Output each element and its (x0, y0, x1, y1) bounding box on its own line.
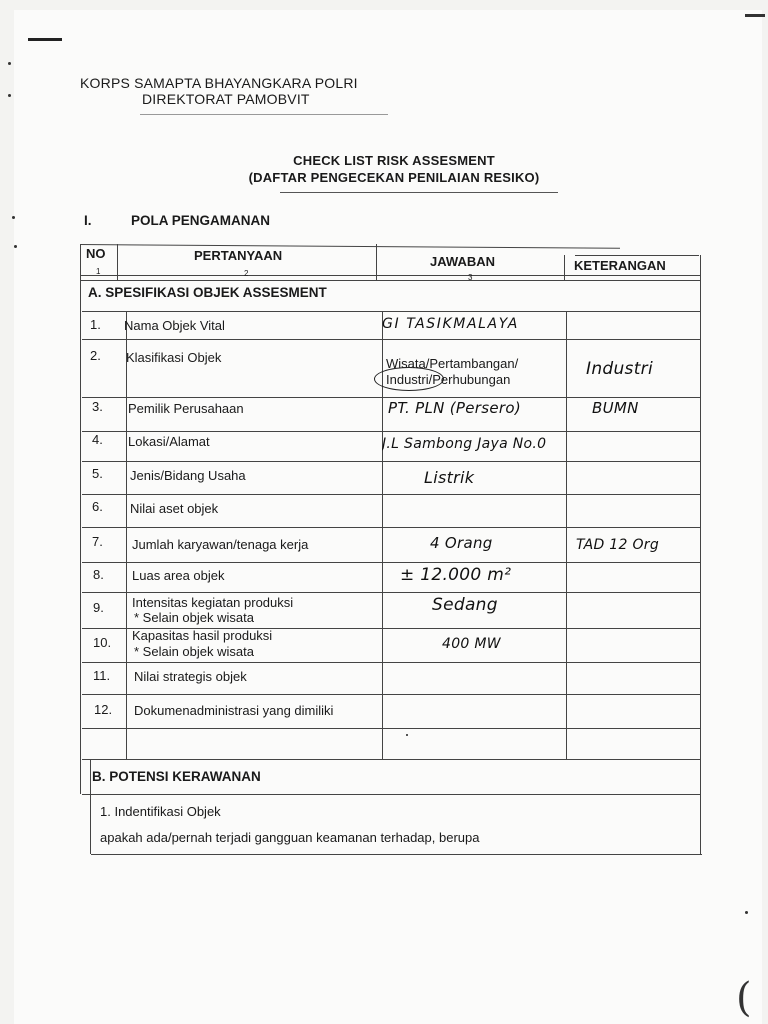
row-12-question: Dokumenadministrasi yang dimiliki (134, 703, 334, 718)
row-7-answer: 4 Orang (430, 534, 493, 552)
row-2-no: 2. (90, 348, 101, 363)
directorate-name: DIREKTORAT PAMOBVIT (142, 91, 310, 107)
document-title (226, 152, 562, 186)
title-line-1: CHECK LIST RISK ASSESMENT (293, 153, 495, 168)
page-corner-mark: ( (736, 975, 752, 1021)
org-name: KORPS SAMAPTA BHAYANGKARA POLRI (80, 75, 358, 91)
scan-mark (28, 38, 62, 41)
row-10-question: Kapasitas hasil produksi (132, 628, 273, 643)
title-line-2: (DAFTAR PENGECEKAN PENILAIAN RESIKO) (248, 170, 540, 185)
row-5-answer: Listrik (424, 468, 475, 487)
row-4-answer: J.L Sambong Jaya No.0 (382, 437, 547, 452)
column-number-3: 3 (468, 273, 473, 282)
scan-dot (14, 245, 17, 248)
row-2-answer-option: Industri/Perhubungan (386, 372, 511, 387)
row-11-question: Nilai strategis objek (134, 669, 247, 684)
row-6-no: 6. (92, 499, 103, 514)
row-7-no: 7. (92, 534, 103, 549)
row-8-question: Luas area objek (132, 568, 225, 583)
row-9-answer: Sedang (432, 595, 498, 615)
checklist-table (80, 244, 702, 854)
section-b-title: B. POTENSI KERAWANAN (92, 769, 261, 784)
row-7-question: Jumlah karyawan/tenaga kerja (132, 537, 309, 552)
row-1-no: 1. (90, 317, 101, 332)
scan-dot (745, 911, 748, 914)
row-1-answer: GI TASIKMALAYA (382, 316, 519, 332)
column-header-no: NO (86, 246, 106, 261)
row-9-no: 9. (93, 600, 104, 615)
title-rule (280, 192, 558, 193)
row-5-no: 5. (92, 466, 103, 481)
row-9-question: Intensitas kegiatan produksi (132, 595, 294, 610)
section-number: I. (84, 213, 92, 228)
row-10-answer: 400 MW (442, 636, 501, 652)
row-6-question: Nilai aset objek (130, 501, 219, 516)
section-a-title: A. SPESIFIKASI OBJEK ASSESMENT (88, 285, 327, 300)
row-2-answer: Wisata/Pertambangan/ (386, 356, 519, 371)
row-1-question: Nama Objek Vital (124, 318, 225, 333)
section-b-question: apakah ada/pernah terjadi gangguan keamanan terhadap, berupa (100, 830, 480, 845)
row-10-question-note: * Selain objek wisata (134, 644, 254, 659)
section-title: POLA PENGAMANAN (131, 213, 271, 228)
row-4-no: 4. (92, 432, 103, 447)
row-4-question: Lokasi/Alamat (128, 434, 210, 449)
row-5-question: Jenis/Bidang Usaha (130, 468, 246, 483)
row-8-no: 8. (93, 567, 104, 582)
column-number-1: 1 (96, 267, 101, 276)
stray-mark (406, 734, 408, 736)
row-3-answer: PT. PLN (Persero) (388, 399, 521, 417)
scan-dot (12, 216, 15, 219)
scan-dot (8, 62, 11, 65)
row-2-note: Industri (586, 359, 653, 379)
row-7-note: TAD 12 Org (576, 537, 660, 553)
column-header-pertanyaan: PERTANYAAN (194, 248, 283, 263)
column-number-2: 2 (244, 269, 249, 278)
row-9-question-note: * Selain objek wisata (134, 610, 254, 625)
column-header-keterangan: KETERANGAN (574, 258, 666, 273)
row-3-question: Pemilik Perusahaan (128, 401, 244, 416)
document-header (80, 75, 358, 107)
row-11-no: 11. (93, 668, 111, 683)
row-3-note: BUMN (592, 399, 639, 417)
scan-dot (8, 94, 11, 97)
row-2-question: Klasifikasi Objek (126, 350, 222, 365)
header-rule (140, 114, 388, 115)
row-10-no: 10. (93, 635, 112, 650)
scan-edge-mark (745, 14, 765, 17)
row-3-no: 3. (92, 399, 103, 414)
row-12-no: 12. (94, 702, 113, 717)
row-8-answer: ± 12.000 m² (400, 565, 512, 585)
section-b-item: 1. Indentifikasi Objek (100, 804, 221, 819)
selection-circle-mark (374, 367, 444, 391)
column-header-jawaban: JAWABAN (430, 254, 496, 269)
